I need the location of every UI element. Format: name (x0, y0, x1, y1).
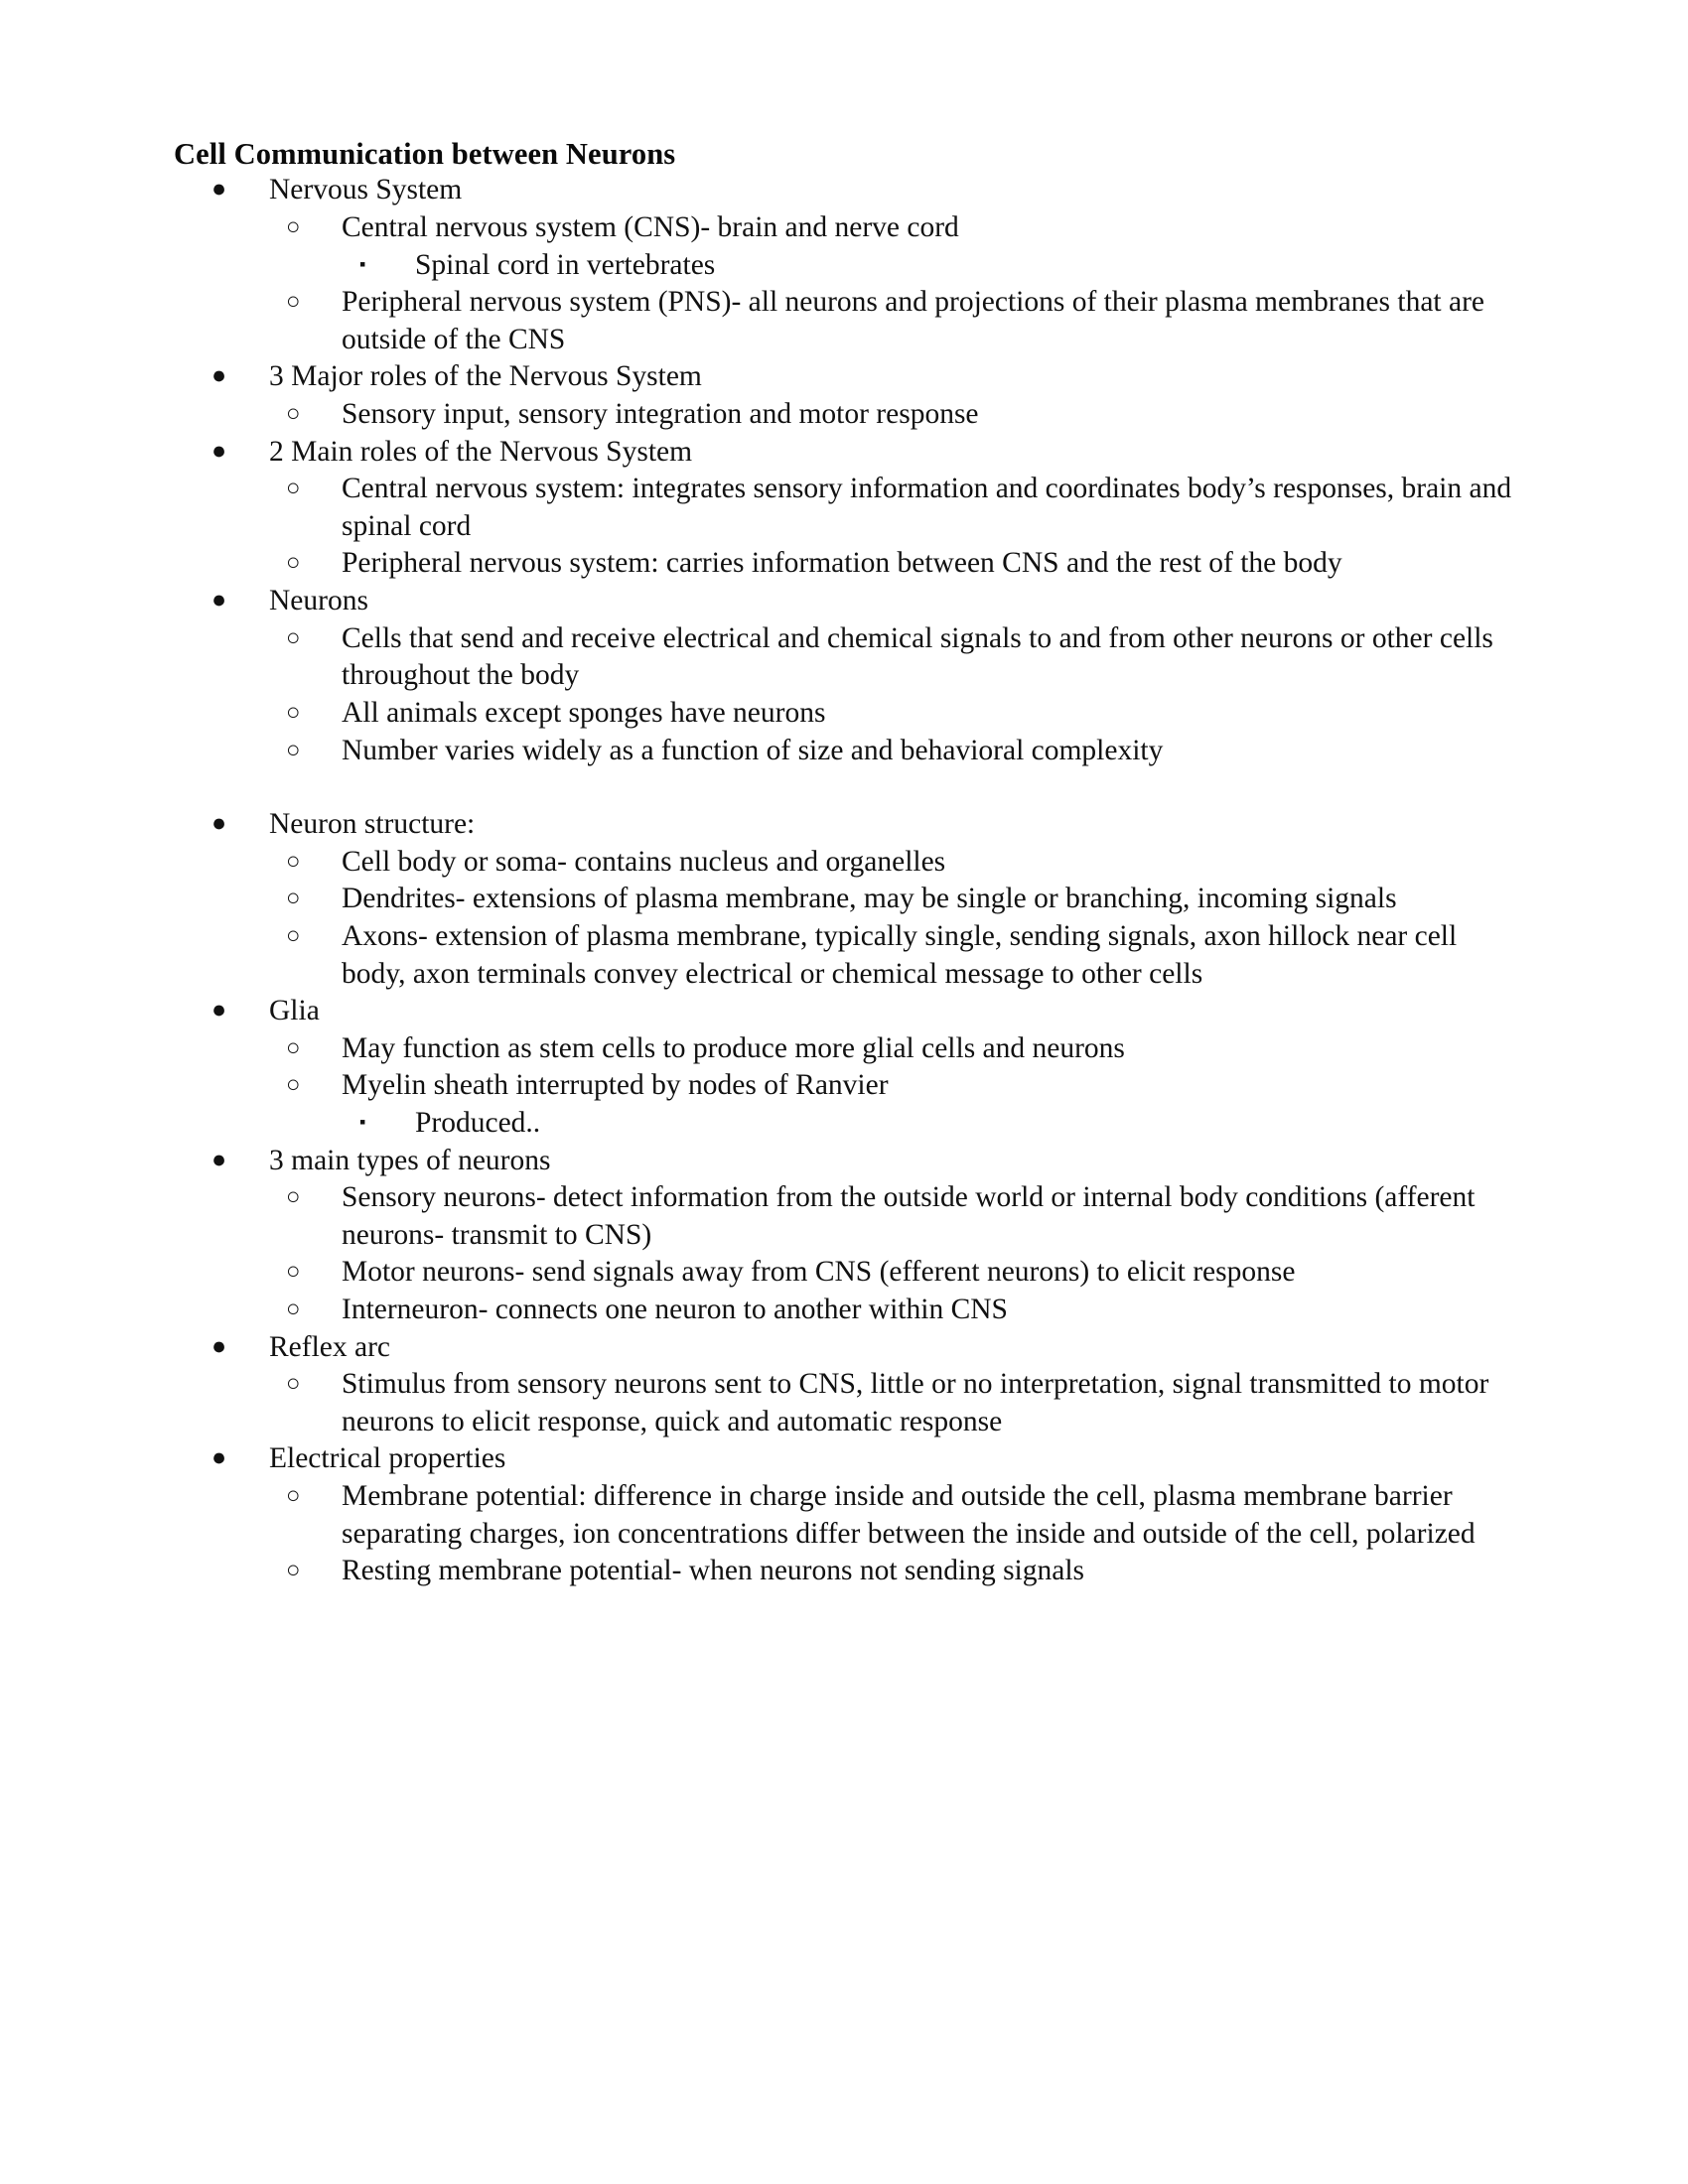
bullet-circle-icon: ○ (286, 213, 301, 240)
bullet-circle-icon: ○ (286, 737, 301, 763)
outline-item-text: 2 Main roles of the Nervous System (269, 435, 693, 468)
outline-item-level2 (174, 881, 1524, 918)
outline-item-level1 (174, 1143, 1524, 1180)
outline-item-text: Axons- extension of plasma membrane, typically single, sending signals, axon hillock near cell body, axon terminals convey electrical or chemical message to other cells (342, 919, 1458, 990)
outline-item-level2 (174, 545, 1524, 583)
bullet-circle-icon: ○ (286, 922, 301, 949)
outline-item-level2 (174, 733, 1524, 770)
outline-item-text: Cell body or soma- contains nucleus and organelles (342, 845, 946, 878)
outline-item-text: Peripheral nervous system (PNS)- all neurons and projections of their plasma membranes that are outside of the CNS (342, 286, 1485, 355)
bullet-circle-icon: ○ (286, 1483, 301, 1510)
outline-item-text: 3 Major roles of the Nervous System (269, 360, 702, 393)
outline-item-level2 (174, 396, 1524, 434)
bullet-circle-icon: ○ (286, 1184, 301, 1211)
bullet-disc-icon: ● (211, 997, 227, 1024)
outline-item-level1 (174, 583, 1524, 620)
outline-item-level2 (174, 471, 1524, 545)
bullet-disc-icon: ● (211, 437, 227, 465)
bullet-circle-icon: ○ (286, 886, 301, 912)
bullet-disc-icon: ● (211, 587, 227, 614)
outline-item-level1 (174, 993, 1524, 1030)
outline-item-level2 (174, 209, 1524, 247)
outline-item-text: Central nervous system (CNS)- brain and nerve cord (342, 210, 959, 243)
outline-item-level2 (174, 284, 1524, 358)
outline-item-level2 (174, 1030, 1524, 1068)
bullet-disc-icon: ● (211, 1332, 227, 1360)
outline-item-level2 (174, 844, 1524, 882)
bullet-circle-icon: ○ (286, 624, 301, 651)
bullet-circle-icon: ○ (286, 1072, 301, 1099)
outline-item-text: Neuron structure: (269, 808, 476, 841)
outline-item-level1 (174, 1440, 1524, 1478)
outline-item-level2 (174, 1478, 1524, 1553)
outline-item-level2 (174, 695, 1524, 733)
bullet-square-icon: ▪ (359, 253, 366, 274)
bullet-circle-icon: ○ (286, 1371, 301, 1398)
outline-item-text: Nervous System (269, 174, 463, 206)
bullet-circle-icon: ○ (286, 289, 301, 316)
outline-item-level3 (174, 1105, 1524, 1143)
outline-item-text: Sensory neurons- detect information from the outside world or internal body conditions (afferent neurons- transmit to CNS) (342, 1181, 1476, 1251)
outline-item-text: Sensory input, sensory integration and motor response (342, 398, 979, 431)
outline-item-level2 (174, 1553, 1524, 1590)
outline-item-level1 (174, 434, 1524, 472)
outline-item-text: Neurons (269, 585, 368, 617)
bullet-disc-icon: ● (211, 1146, 227, 1173)
bullet-disc-icon: ● (211, 176, 227, 204)
outline-item-level1 (174, 358, 1524, 396)
outline-item-text: Dendrites- extensions of plasma membrane, may be single or branching, incoming signals (342, 883, 1397, 915)
outline-item-text: Central nervous system: integrates sensory information and coordinates body’s responses, brain and spinal cord (342, 473, 1512, 542)
bullet-circle-icon: ○ (286, 476, 301, 502)
outline-item-level2 (174, 1067, 1524, 1105)
bullet-circle-icon: ○ (286, 1558, 301, 1584)
outline-item-level1 (174, 806, 1524, 844)
outline-item-text: Cells that send and receive electrical and chemical signals to and from other neurons or other cells throughout the body (342, 621, 1493, 692)
outline-item-level2 (174, 1254, 1524, 1292)
bullet-square-icon: ▪ (359, 1112, 366, 1132)
bullet-disc-icon: ● (211, 810, 227, 838)
outline-item-level1 (174, 1329, 1524, 1367)
bullet-circle-icon: ○ (286, 550, 301, 577)
outline-item-text: Motor neurons- send signals away from CNS (efferent neurons) to elicit response (342, 1256, 1296, 1289)
outline-item-level2 (174, 1292, 1524, 1329)
outline-item-text: Number varies widely as a function of size and behavioral complexity (342, 734, 1164, 766)
outline-item-text: Interneuron- connects one neuron to another within CNS (342, 1294, 1008, 1326)
bullet-circle-icon: ○ (286, 1297, 301, 1323)
outline-item-text: Glia (269, 995, 320, 1027)
bullet-circle-icon: ○ (286, 1034, 301, 1061)
bullet-disc-icon: ● (211, 1444, 227, 1472)
bullet-disc-icon: ● (211, 362, 227, 390)
outline-item-level2 (174, 620, 1524, 695)
outline-item-level3 (174, 247, 1524, 285)
outline-item-text: Membrane potential: difference in charge inside and outside the cell, plasma membrane barrier separating charges, ion concentrations differ between the inside and outside of the cell, polarized (342, 1480, 1476, 1550)
outline-item-text: Resting membrane potential- when neurons not sending signals (342, 1555, 1085, 1587)
bullet-circle-icon: ○ (286, 699, 301, 726)
outline-item-text: All animals except sponges have neurons (342, 696, 826, 729)
bullet-circle-icon: ○ (286, 848, 301, 875)
outline-item-level1 (174, 172, 1524, 209)
outline-item-text: Peripheral nervous system: carries information between CNS and the rest of the body (342, 547, 1342, 580)
outline-item-text: May function as stem cells to produce more glial cells and neurons (342, 1031, 1125, 1064)
outline-item-level2 (174, 1366, 1524, 1440)
outline-item-text: Produced.. (415, 1107, 541, 1139)
outline-list (174, 172, 1524, 1590)
outline-item-level2 (174, 1179, 1524, 1254)
outline-item-text: Spinal cord in vertebrates (415, 248, 716, 281)
page-title: Cell Communication between Neurons (174, 137, 676, 171)
outline-item-text: Reflex arc (269, 1330, 391, 1363)
outline-item-text: 3 main types of neurons (269, 1144, 551, 1176)
outline-item-text: Myelin sheath interrupted by nodes of Ranvier (342, 1069, 889, 1102)
bullet-circle-icon: ○ (286, 401, 301, 428)
outline-item-text: Stimulus from sensory neurons sent to CNS, little or no interpretation, signal transmitted to motor neurons to elicit response, quick and automatic response (342, 1368, 1489, 1437)
document-body (174, 137, 1524, 1590)
outline-item-level2 (174, 918, 1524, 993)
outline-item-text: Electrical properties (269, 1442, 506, 1475)
bullet-circle-icon: ○ (286, 1259, 301, 1286)
